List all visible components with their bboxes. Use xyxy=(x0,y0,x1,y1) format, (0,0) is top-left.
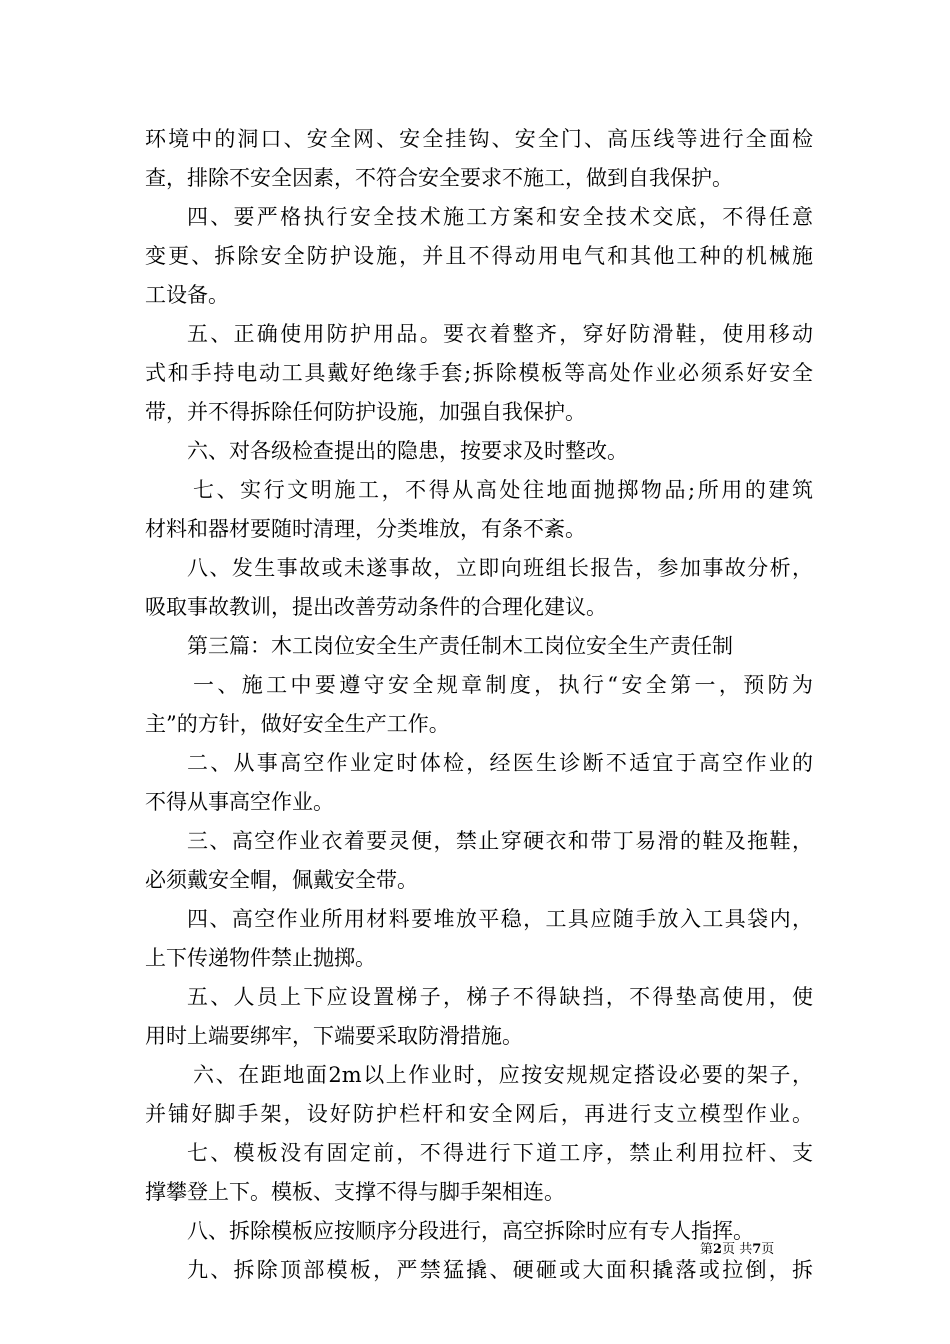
paragraph-line: 五、正确使用防护用品。要衣着整齐，穿好防滑鞋，使用移动 xyxy=(187,322,813,346)
paragraph-line: 必须戴安全帽，佩戴安全带。 xyxy=(145,868,418,892)
paragraph-line: 九、拆除顶部模板，严禁猛撬、硬砸或大面积撬落或拉倒，拆 xyxy=(187,1258,813,1282)
paragraph-line: 一、施工中要遵守安全规章制度，执行“安全第一，预防为 xyxy=(193,673,813,697)
footer-prefix: 第 xyxy=(700,1242,714,1257)
paragraph-line: 带，并不得拆除任何防护设施，加强自我保护。 xyxy=(145,400,586,424)
paragraph-line: 六、对各级检查提出的隐患，按要求及时整改。 xyxy=(187,439,628,463)
total-page-count: 7 xyxy=(752,1242,762,1257)
paragraph-line: 上下传递物件禁止抛掷。 xyxy=(145,946,376,970)
paragraph-line: 环境中的洞口、安全网、安全挂钩、安全门、高压线等进行全面检 xyxy=(145,127,813,151)
section-heading: 第三篇：木工岗位安全生产责任制木工岗位安全生产责任制 xyxy=(187,634,733,658)
paragraph-line: 四、要严格执行安全技术施工方案和安全技术交底，不得任意 xyxy=(187,205,813,229)
footer-suffix: 页 xyxy=(761,1242,775,1257)
paragraph-line: 材料和器材要随时清理，分类堆放，有条不紊。 xyxy=(145,517,586,541)
paragraph-line: 四、高空作业所用材料要堆放平稳，工具应随手放入工具袋内， xyxy=(187,907,813,931)
paragraph-line: 八、拆除模板应按顺序分段进行，高空拆除时应有专人指挥。 xyxy=(187,1219,754,1243)
paragraph-line: 撑攀登上下。模板、支撑不得与脚手架相连。 xyxy=(145,1180,565,1204)
current-page-number: 2 xyxy=(713,1242,723,1257)
paragraph-line: 吸取事故教训，提出改善劳动条件的合理化建议。 xyxy=(145,595,607,619)
paragraph-line: 并铺好脚手架，设好防护栏杆和安全网后，再进行支立模型作业。 xyxy=(145,1102,813,1126)
paragraph-line: 查，排除不安全因素，不符合安全要求不施工，做到自我保护。 xyxy=(145,166,733,190)
paragraph-line: 八、发生事故或未遂事故，立即向班组长报告，参加事故分析， xyxy=(187,556,813,580)
paragraph-line: 七、模板没有固定前，不得进行下道工序，禁止利用拉杆、支 xyxy=(187,1141,813,1165)
paragraph-line: 七、实行文明施工，不得从高处往地面抛掷物品;所用的建筑 xyxy=(193,478,813,502)
paragraph-line: 三、高空作业衣着要灵便，禁止穿硬衣和带丁易滑的鞋及拖鞋， xyxy=(187,829,813,853)
paragraph-line: 不得从事高空作业。 xyxy=(145,790,334,814)
paragraph-line: 式和手持电动工具戴好绝缘手套;拆除模板等高处作业必须系好安全 xyxy=(145,361,813,385)
paragraph-line: 工设备。 xyxy=(145,283,229,307)
paragraph-line: 用时上端要绑牢，下端要采取防滑措施。 xyxy=(145,1024,523,1048)
paragraph-line: 主”的方针，做好安全生产工作。 xyxy=(145,712,450,736)
paragraph-line: 五、人员上下应设置梯子，梯子不得缺挡，不得垫高使用，使 xyxy=(187,985,813,1009)
paragraph-line: 变更、拆除安全防护设施，并且不得动用电气和其他工种的机械施 xyxy=(145,244,813,268)
paragraph-line: 六、在距地面2m以上作业时，应按安规规定搭设必要的架子， xyxy=(193,1063,813,1087)
page-number-footer xyxy=(700,1240,820,1260)
document-body xyxy=(145,120,813,1290)
paragraph-line: 二、从事高空作业定时体检，经医生诊断不适宜于高空作业的 xyxy=(187,751,813,775)
footer-middle: 页 共 xyxy=(722,1242,753,1257)
